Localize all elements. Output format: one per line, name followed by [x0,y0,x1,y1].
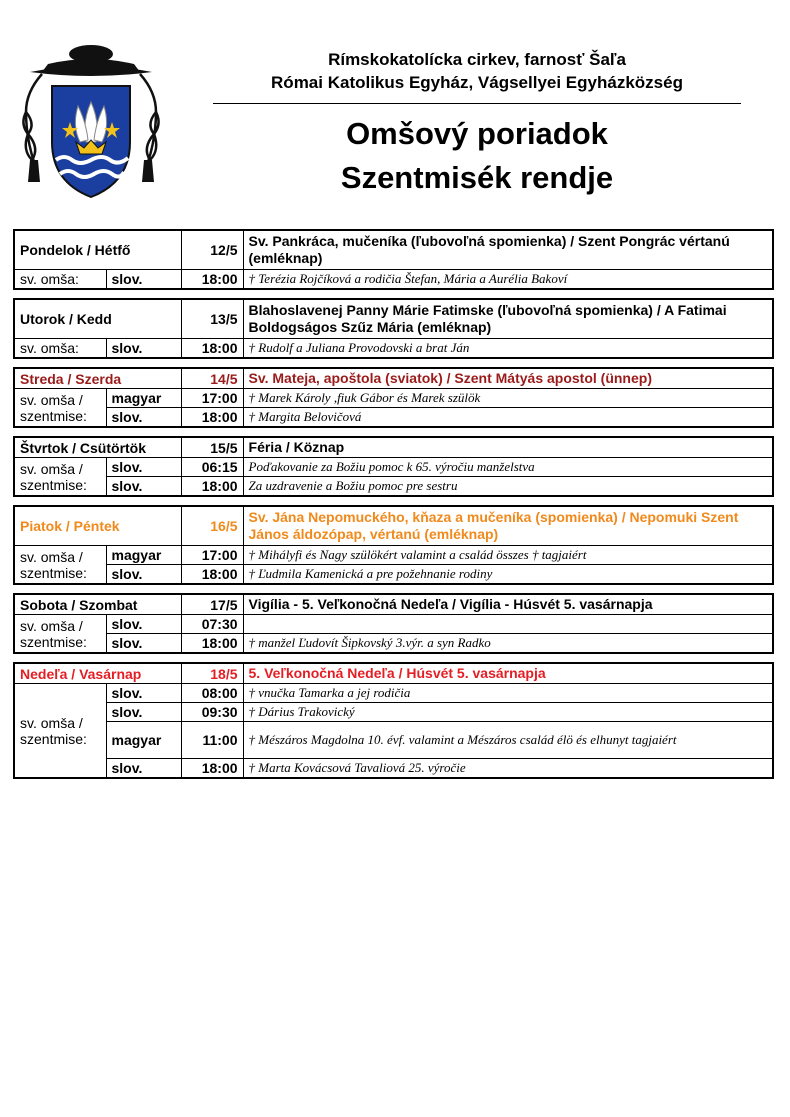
day-date: 12/5 [181,230,243,270]
mass-label: sv. omša / szentmise: [14,684,106,779]
mass-language: magyar [106,546,181,565]
mass-language: slov. [106,270,181,290]
mass-intention: † manžel Ľudovít Šipkovský 3.výr. a syn Radko [243,634,773,654]
mass-time: 09:30 [181,703,243,722]
mass-intention: † Terézia Rojčíková a rodičia Štefan, Mária a Aurélia Bakoví [243,270,773,290]
mass-intention: † Dárius Trakovický [243,703,773,722]
day-date: 16/5 [181,506,243,546]
mass-language: slov. [106,408,181,428]
parish-coat-of-arms [12,42,170,202]
mass-time: 18:00 [181,634,243,654]
day-block [13,229,774,290]
mass-language: slov. [106,634,181,654]
day-block [13,367,774,428]
day-date: 15/5 [181,437,243,458]
mass-time: 18:00 [181,759,243,779]
mass-intention: Za uzdravenie a Božiu pomoc pre sestru [243,477,773,497]
day-date: 17/5 [181,594,243,615]
mass-language: slov. [106,477,181,497]
mass-intention: † Ľudmila Kamenická a pre požehnanie rodiny [243,565,773,585]
parish-name-hu: Római Katolikus Egyház, Vágsellyei Egyházközség [271,73,683,92]
mass-intention: Poďakovanie za Božiu pomoc k 65. výročiu manželstva [243,458,773,477]
header-divider [213,103,741,104]
mass-intention [243,615,773,634]
liturgical-feast: Sv. Jána Nepomuckého, kňaza a mučeníka (spomienka) / Nepomuki Szent János áldozópap, vértanú (emléknap) [243,506,773,546]
liturgical-feast: Sv. Pankráca, mučeníka (ľubovoľná spomienka) / Szent Pongrác vértanú (emléknap) [243,230,773,270]
liturgical-feast: Blahoslavenej Panny Márie Fatimske (ľubovoľná spomienka) / A Fatimai Boldogságos Szűz Mária (emléknap) [243,299,773,339]
mass-schedule [13,229,774,787]
mass-time: 08:00 [181,684,243,703]
mass-label: sv. omša / szentmise: [14,615,106,654]
parish-name-sk: Rímskokatolícka cirkev, farnosť Šaľa [328,50,626,69]
mass-time: 18:00 [181,565,243,585]
mass-language: slov. [106,339,181,359]
day-block [13,436,774,497]
mass-intention: † Margita Belovičová [243,408,773,428]
mass-intention: † Rudolf a Juliana Provodovski a brat Ján [243,339,773,359]
liturgical-feast: Sv. Mateja, apoštola (sviatok) / Szent Mátyás apostol (ünnep) [243,368,773,389]
day-date: 18/5 [181,663,243,684]
mass-time: 18:00 [181,477,243,497]
mass-time: 07:30 [181,615,243,634]
day-block [13,505,774,585]
day-name: Streda / Szerda [14,368,181,389]
mass-label: sv. omša / szentmise: [14,458,106,497]
day-date: 14/5 [181,368,243,389]
mass-time: 06:15 [181,458,243,477]
liturgical-feast: Vigília - 5. Veľkonočná Nedeľa / Vigília - Húsvét 5. vasárnapja [243,594,773,615]
mass-intention: † Mihályfi és Nagy szülökért valamint a család összes † tagjaiért [243,546,773,565]
mass-time: 17:00 [181,389,243,408]
mass-language: slov. [106,565,181,585]
mass-language: slov. [106,458,181,477]
mass-label: sv. omša / szentmise: [14,389,106,428]
galero-hat-icon [30,45,152,76]
mass-time: 18:00 [181,408,243,428]
mass-language: slov. [106,703,181,722]
day-name: Sobota / Szombat [14,594,181,615]
day-block [13,298,774,359]
day-name: Nedeľa / Vasárnap [14,663,181,684]
day-name: Pondelok / Hétfő [14,230,181,270]
mass-intention: † Marek Károly ,fiuk Gábor és Marek szülök [243,389,773,408]
mass-time: 18:00 [181,339,243,359]
day-block [13,662,774,779]
shield-icon [52,86,130,197]
mass-label: sv. omša / szentmise: [14,546,106,585]
day-name: Štvrtok / Csütörtök [14,437,181,458]
liturgical-feast: 5. Veľkonočná Nedeľa / Húsvét 5. vasárnapja [243,663,773,684]
liturgical-feast: Féria / Köznap [243,437,773,458]
page-title-hu: Szentmisék rendje [340,160,614,195]
mass-label: sv. omša: [14,339,106,359]
mass-language: slov. [106,615,181,634]
mass-language: slov. [106,684,181,703]
mass-intention: † Mészáros Magdolna 10. évf. valamint a Mészáros család élö és elhunyt tagjaiért [243,722,773,759]
mass-language: magyar [106,389,181,408]
mass-intention: † vnučka Tamarka a jej rodičia [243,684,773,703]
mass-language: magyar [106,722,181,759]
day-date: 13/5 [181,299,243,339]
mass-time: 17:00 [181,546,243,565]
mass-time: 18:00 [181,270,243,290]
page-title-sk: Omšový poriadok [346,116,608,151]
day-name: Piatok / Péntek [14,506,181,546]
mass-time: 11:00 [181,722,243,759]
day-block [13,593,774,654]
mass-language: slov. [106,759,181,779]
day-name: Utorok / Kedd [14,299,181,339]
mass-label: sv. omša: [14,270,106,290]
mass-intention: † Marta Kovácsová Tavaliová 25. výročie [243,759,773,779]
